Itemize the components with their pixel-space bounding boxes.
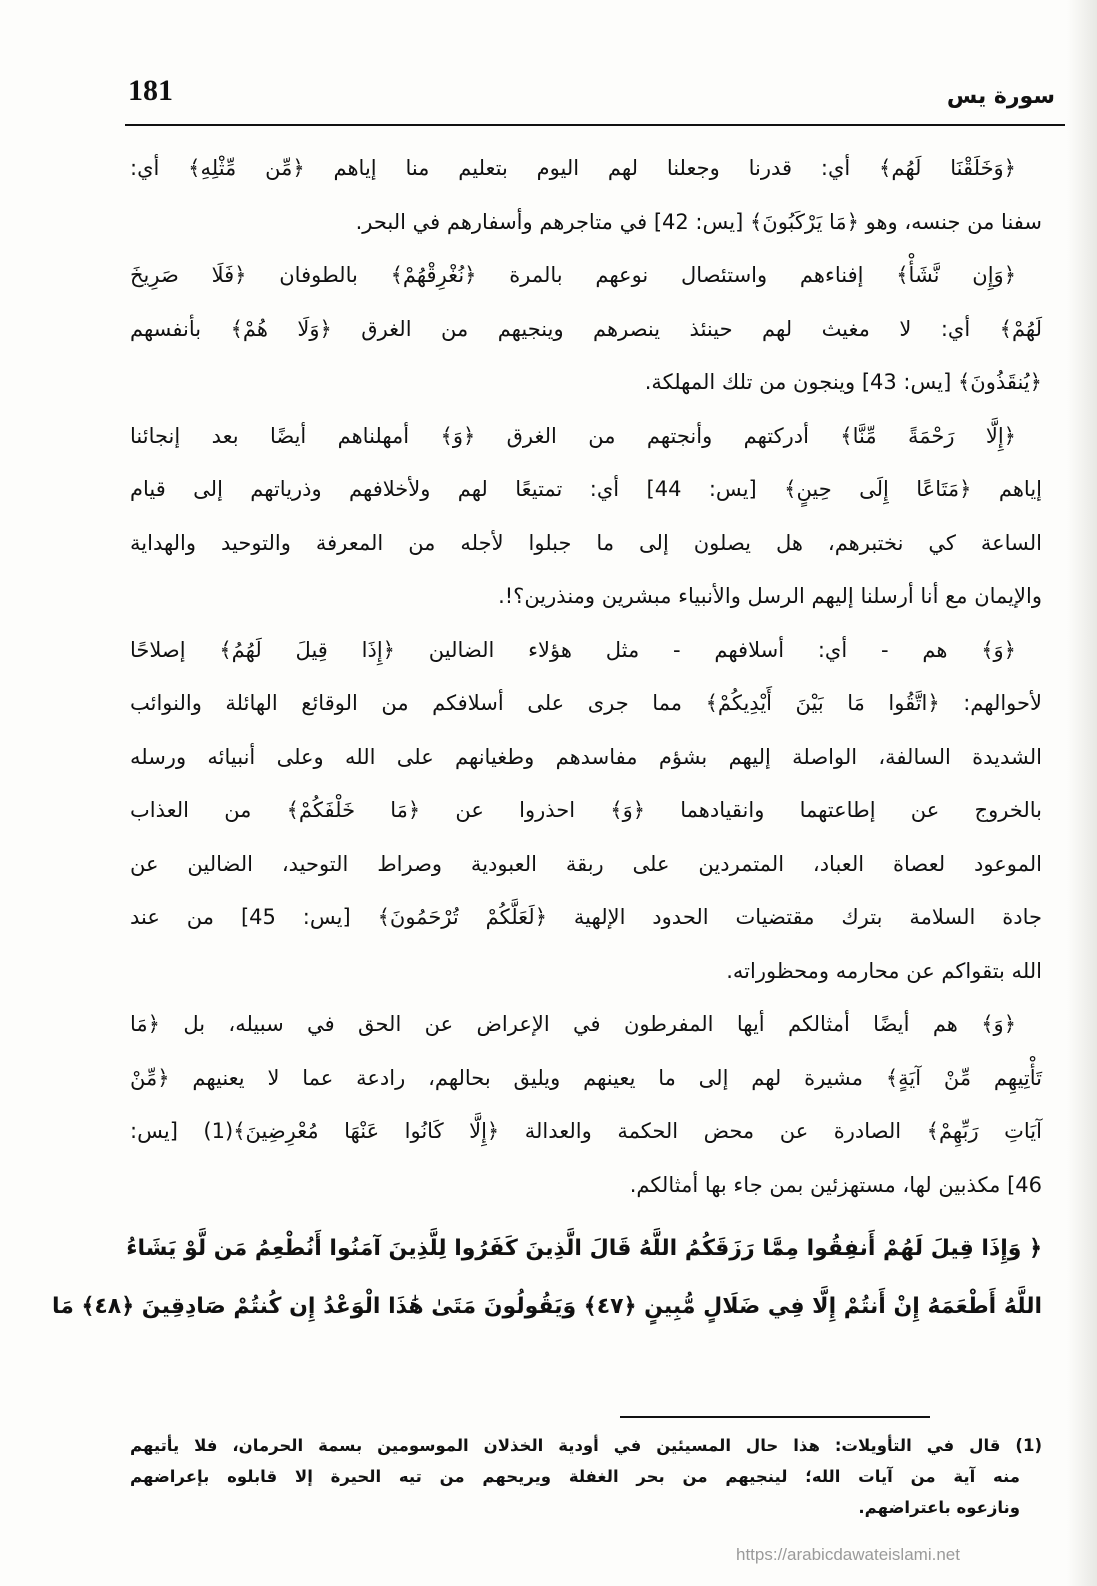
quran-verse-line: اللَّهُ أَطْعَمَهُ إِنْ أَنتُمْ إِلَّا فِي ضَلَالٍ مُّبِينٍ ﴿٤٧﴾ وَيَقُولُونَ مَتَىٰ هَٰذَا الْوَعْدُ إِن كُنتُمْ صَادِقِينَ ﴿٤٨﴾ مَا bbox=[51, 1294, 1042, 1319]
footnote-line: (1) قال في التأويلات: هذا حال المسيئين في أودية الخذلان الموسومين بسمة الحرمان، فلا يأتيهم bbox=[130, 1436, 1042, 1455]
text-line: الله بتقواكم عن محارمه ومحظوراته. bbox=[726, 958, 1042, 983]
scan-edge-shadow bbox=[1067, 0, 1097, 1586]
footnote-divider bbox=[620, 1416, 930, 1418]
text-line: تَأْتِيهِم مِّنْ آيَةٍ﴾ مشيرة لهم إلى ما يعينهم ويليق بحالهم، رادعة عما لا يعنيهم ﴿مِّنْ bbox=[130, 1065, 1042, 1090]
text-line: والإيمان مع أنا أرسلنا إليهم الرسل والأنبياء مبشرين ومنذرين؟!. bbox=[498, 584, 1042, 608]
text-line: سفنا من جنسه، وهو ﴿مَا يَرْكَبُونَ﴾ [يس: 42] في متاجرهم وأسفارهم في البحر. bbox=[355, 209, 1042, 234]
text-line: إياهم ﴿مَتَاعًا إِلَى حِينٍ﴾ [يس: 44] أي: تمتيعًا لهم ولأخلافهم وذرياتهم إلى قيام bbox=[130, 477, 1042, 501]
text-line: لَهُمْ﴾ أي: لا مغيث لهم حينئذ ينصرهم وينجيهم من الغرق ﴿وَلَا هُمْ﴾ بأنفسهم bbox=[130, 316, 1042, 341]
text-line: ﴿يُنقَذُونَ﴾ [يس: 43] وينجون من تلك المهلكة. bbox=[644, 370, 1042, 394]
text-line: الشديدة السالفة، الواصلة إليهم بشؤم مفاسدهم وطغيانهم على الله وعلى أنبيائه ورسله bbox=[130, 744, 1042, 769]
text-line: ﴿وَ﴾ هم - أي: أسلافهم - مثل هؤلاء الضالين ﴿إِذَا قِيلَ لَهُمُ﴾ إصلاحًا bbox=[130, 637, 1016, 662]
footnote-line: ونازعوه باعتراضهم. bbox=[858, 1498, 1020, 1517]
text-line: ﴿وَإِن نَّشَأْ﴾ إفناءهم واستئصال نوعهم بالمرة ﴿نُغْرِقْهُمْ﴾ بالطوفان ﴿فَلَا صَرِيخَ bbox=[130, 263, 1016, 287]
text-line: جادة السلامة بترك مقتضيات الحدود الإلهية ﴿لَعَلَّكُمْ تُرْحَمُونَ﴾ [يس: 45] من عند bbox=[130, 905, 1043, 929]
text-line: ﴿وَ﴾ هم أيضًا أمثالكم أيها المفرطون في الإعراض عن الحق في سبيله، بل ﴿مَا bbox=[130, 1012, 1016, 1036]
text-line: الموعود لعصاة العباد، المتمردين على ربقة العبودية وصراط التوحيد، الضالين عن bbox=[130, 851, 1042, 876]
footnote-line: منه آية من آيات الله؛ لينجيهم من بحر الغفلة ويريحهم من تيه الحيرة إلا قابلوه بإعراضهم bbox=[130, 1467, 1020, 1486]
text-line: بالخروج عن إطاعتهما وانقيادهما ﴿وَ﴾ احذروا عن ﴿مَا خَلْفَكُمْ﴾ من العذاب bbox=[130, 798, 1042, 822]
footnote bbox=[130, 1430, 1042, 1523]
quran-verse-line: ﴿ وَإِذَا قِيلَ لَهُمْ أَنفِقُوا مِمَّا رَزَقَكُمُ اللَّهُ قَالَ الَّذِينَ كَفَرُوا لِلَّذِينَ آمَنُوا أَنُطْعِمُ مَن لَّوْ يَشَاءُ bbox=[126, 1236, 1042, 1261]
text-line: 46] مكذبين لها، مستهزئين بمن جاء بها أمثالكم. bbox=[629, 1172, 1042, 1197]
text-line: لأحوالهم: ﴿اتَّقُوا مَا بَيْنَ أَيْدِيكُمْ﴾ مما جرى على أسلافكم من الوقائع الهائلة والنوائب bbox=[130, 691, 1042, 715]
text-line: آيَاتِ رَبِّهِمْ﴾ الصادرة عن محض الحكمة والعدالة ﴿إِلَّا كَانُوا عَنْهَا مُعْرِضِينَ﴾(1) [يس: bbox=[130, 1119, 1042, 1143]
page-number: 181 bbox=[128, 74, 173, 107]
text-line: ﴿وَخَلَقْنَا لَهُم﴾ أي: قدرنا وجعلنا لهم اليوم بتعليم منا إياهم ﴿مِّن مِّثْلِهِ﴾ أي: bbox=[130, 156, 1016, 180]
header-divider bbox=[125, 124, 1065, 126]
commentary-body bbox=[51, 142, 1043, 1336]
text-line: الساعة كي نختبرهم، هل يصلون إلى ما جبلوا لأجله من المعرفة والتوحيد والهداية bbox=[130, 530, 1042, 555]
text-line: ﴿إِلَّا رَحْمَةً مِّنَّا﴾ أدركتهم وأنجتهم من الغرق ﴿وَ﴾ أمهلناهم أيضًا بعد إنجائنا bbox=[130, 423, 1016, 448]
surah-title: سورة يس bbox=[946, 84, 1055, 109]
watermark: https://arabicdawateislami.net bbox=[736, 1545, 960, 1564]
